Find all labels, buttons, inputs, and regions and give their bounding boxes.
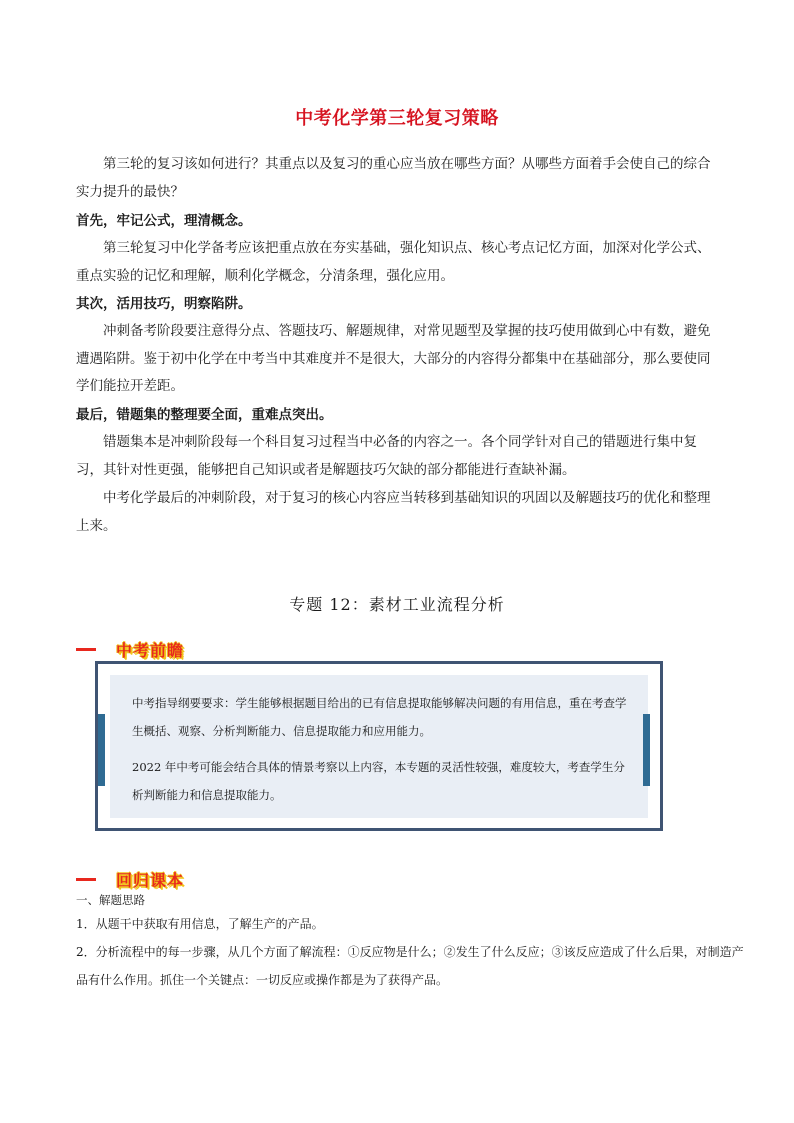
requirements-box-inner	[110, 675, 648, 818]
section1-header	[76, 638, 184, 660]
point2-body: 冲刺备考阶段要注意得分点、答题技巧、解题规律，对常见题型及掌握的技巧使用做到心中有数，避免遭遇陷阱。鉴于初中化学在中考当中其难度并不是很大，大部分的内容得分都集中在基础部分，那么要使同学们能拉开差距。	[76, 323, 711, 394]
topic-title: 专题 12：素材工业流程分析	[289, 595, 505, 614]
requirements-para1: 中考指导纲要要求：学生能够根据题目给出的已有信息提取能够解决问题的有用信息，重在考查学生概括、观察、分析判断能力、信息提取能力和应用能力。	[132, 696, 627, 738]
point2-heading: 其次，活用技巧，明察陷阱。	[76, 296, 252, 312]
requirements-para2: 2022 年中考可能会结合具体的情景考察以上内容，本专题的灵活性较强，难度较大，考查学生分析判断能力和信息提取能力。	[132, 760, 625, 802]
section2-subheading: 一、解题思路	[76, 893, 145, 907]
box-right-bar	[643, 714, 650, 786]
point1-heading: 首先，牢记公式，理清概念。	[76, 213, 252, 229]
section2-item2: 2．分析流程中的每一步骤，从几个方面了解流程：①反应物是什么；②发生了什么反应；③该反应造成了什么后果，对制造产品有什么作用。抓住一个关键点：一切反应或操作都是为了获得产品。	[76, 945, 744, 987]
document-title: 中考化学第三轮复习策略	[295, 108, 499, 129]
intro-paragraph: 第三轮的复习该如何进行？其重点以及复习的重心应当放在哪些方面？从哪些方面着手会使自己的综合实力提升的最快？	[76, 156, 711, 200]
point3-body: 错题集本是冲刺阶段每一个科目复习过程当中必备的内容之一。各个同学针对自己的错题进行集中复习，其针对性更强，能够把自己知识或者是解题技巧欠缺的部分都能进行查缺补漏。	[76, 434, 697, 478]
point3-heading: 最后，错题集的整理要全面，重难点突出。	[76, 407, 333, 423]
section2-label: 回归课本	[116, 870, 185, 890]
point3-body2: 中考化学最后的冲刺阶段，对于复习的核心内容应当转移到基础知识的巩固以及解题技巧的优化和整理上来。	[76, 490, 711, 534]
requirements-text	[132, 689, 632, 809]
box-left-bar	[98, 714, 105, 786]
section2-item1: 1．从题干中获取有用信息，了解生产的产品。	[76, 917, 324, 931]
section1-label: 中考前瞻	[116, 640, 185, 660]
section2-dash	[76, 878, 96, 881]
section1-dash	[76, 648, 96, 651]
point1-body: 第三轮复习中化学备考应该把重点放在夯实基础，强化知识点、核心考点记忆方面，加深对化学公式、重点实验的记忆和理解，顺利化学概念，分清条理，强化应用。	[76, 240, 711, 284]
requirements-box	[95, 661, 663, 831]
